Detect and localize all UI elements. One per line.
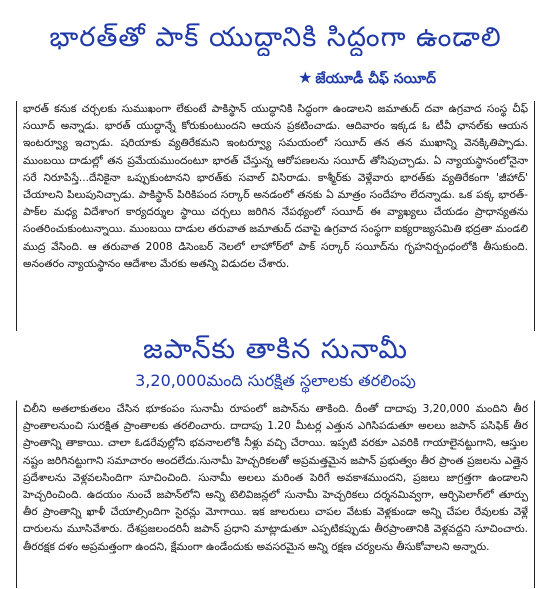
article-japan-tsunami xyxy=(0,328,551,589)
article-body: భారత్ కనుక చర్చలకు సుముఖంగా లేకుంటే పాకిస్థాన్ యుద్ధానికి సిద్ధంగా ఉండాలని జమాతుద్ దవా ఉగ్రవాద సంస్థ చీఫ్ సయీద్ అన్నాడు. భారత్ యుద్ధాన్నే కోరుకుంటుందని ఆయన ప్రకటించాడు. ఆదివారం ఇక్కడ ఓ టీవీ ఛానల్‌కు ఆయన ఇంటర్వ్యూ ఇచ్చాడు. షరియాకు వ్యతిరేకమని ఇంటర్వ్యూ సమయంలో సయీద్ తన తన ముఖాన్ని వెనక్కితిప్పాడు. ముంబయి దాడుల్లో తన ప్రమేయముందంటూ భారత్ చేస్తున్న ఆరోపణలను సయీద్ తోసిపుచ్చాడు. ఏ న్యాయస్థానంలోనైనా సరే నిరూపిస్తే...దేనికైనా ఒప్పుకుంటానని భారత్‌కు సవాల్ విసిరాడు. కాశ్మీర్‌కు వెళ్లేవారు భారత్‌కు వ్యతిరేకంగా 'జీహాద్' చేయాలని పిలుపునిచ్చాడు. పాకిస్థాన్ పిరికిపంద సర్కార్ అనడంలో తనకు ఏ మాత్రం సందేహం లేదన్నాడు. ఒక పక్క భారత్-పాక్‌ల మధ్య విదేశాంగ కార్యదర్శుల స్థాయి చర్చలు జరిగిన నేపథ్యంలో సయీద్ ఈ వ్యాఖ్యలు చేయడం ప్రాధాన్యతను సంతరించుకుంటున్నాయి. ముంబయి దాడుల తరువాత జమాతుద్ దవాపై ఉగ్రవాద సంస్థగా ఐక్యరాజ్యసమితి భద్రతా మండలి ముద్ర వేసింది. ఆ తరువాత 2008 డిసెంబర్ నెలలో లాహోర్‌లో పాక్ సర్కార్ సయీద్‌ను గృహనిర్బంధంలోకి తీసుకుంది. అనంతరం న్యాయస్థానం ఆదేశాల మేరకు అతన్ని విడుదల చేశారు. xyxy=(16,101,535,331)
headline: జపాన్‌కు తాకిన సునామీ xyxy=(143,334,408,365)
star-icon: ★ xyxy=(298,68,313,87)
byline xyxy=(0,68,551,89)
article-body: చిలీని అతలాకుతలం చేసిన భూకంపం సునామీ రూపంలో జపాన్‌ను తాకింది. దీంతో దాదాపు 3,20,000 మందిని తీర ప్రాంతాలనుంచి సురక్షిత ప్రాంతాలకు తరలించారు. దాదాపు 1.20 మీటర్ల ఎత్తున ఎగిసిపడుతూ అలలు జపాన్ పసిఫిక్ తీర ప్రాంతాన్ని తాకాయి. చాలా ఓడరేవుల్లోని భవనాలలోకి నీళ్లు వచ్చి చేరాయి. ఇప్పటి వరకూ ఎవరికి గాయాలైనట్టుగాని, ఆస్తుల నష్టం జరిగినట్టుగాని సమాచారం అందలేదు.సునామీ హెచ్చరికలతో అప్రమత్తమైన జపాన్ ప్రభుత్వం తీర ప్రాంత ప్రజలను ఎత్తైన ప్రదేశాలను వెళ్లవలసిందిగా సూచించింది. సునామీ అలలు మరింత పెరిగే అవకాశముందని, ప్రజలు జాగ్రత్తగా ఉండాలని హెచ్చరించింది. ఉదయం నుంచే జపాన్‌లోని అన్ని టెలివిజన్లలో సునామీ హెచ్చరికలు దర్శనమివ్వగా, ఆర్చిపెలాగ్‌లో తూర్పు తీర ప్రాంతాన్ని ఖాళీ చేయాల్సిందిగా సైరన్లు మోగాయి. ఇక జాలరులు చాపల వేటకు వెళ్లకుండా అన్ని చేపల రేవులకు వెళ్లే దారులను మూసివేశారు. దేశప్రజలందరినీ జపాన్ ప్రధాని మాట్లాడుతూ ఎప్పటికప్పుడు తీరప్రాంతానికి వెళ్లవద్దని సూచించారు. తీరరక్షక దళం అప్రమత్తంగా ఉందని, క్షేమంగా ఉండేందుకు అవసరమైన అన్ని రక్షణ చర్యలను తీసుకోవాలని అన్నారు. xyxy=(16,400,535,588)
headline: భారత్‌తో పాక్ యుద్ధానికి సిద్ధంగా ఉండాలి xyxy=(49,22,502,53)
byline-text: జేయూడీ చీఫ్ సయీద్ xyxy=(315,71,436,87)
subheadline: 3,20,000మంది సురక్షిత స్థలాలకు తరలింపు xyxy=(135,371,416,390)
